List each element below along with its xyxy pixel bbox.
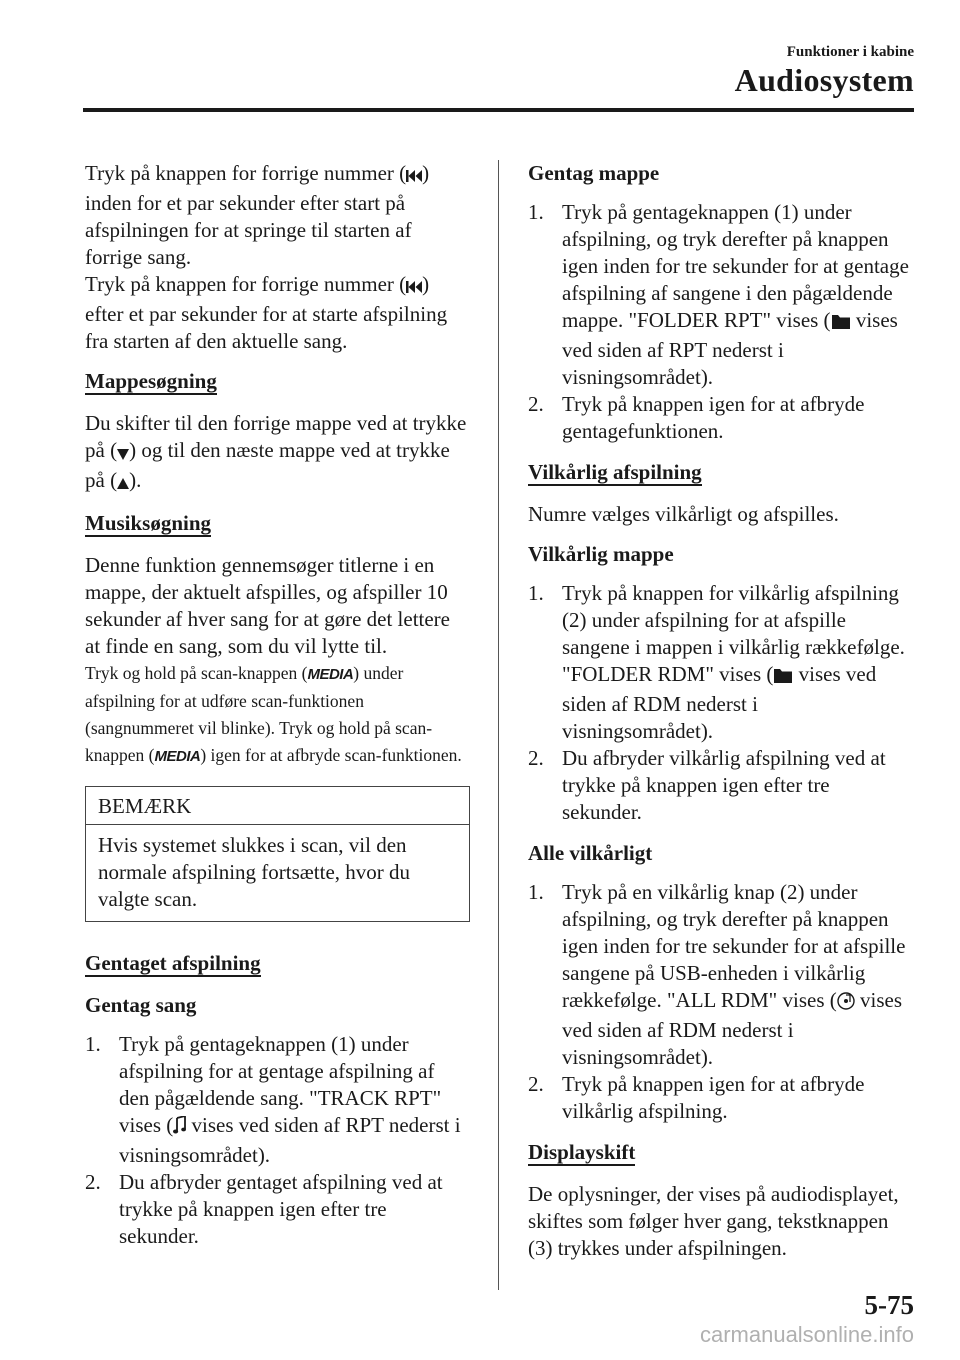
up-triangle-icon <box>117 470 129 497</box>
musik-paragraph: Denne funktion gennemsøger titlerne i en mappe, der aktuelt afspilles, og afspiller 10 sekunder af hver sang for at gøre det lettere at finde en sang, som du vil lytte til. <box>85 553 450 658</box>
page-title: Audiosystem <box>734 62 914 98</box>
note-body: Hvis systemet slukkes i scan, vil den normale afspilning fortsætte, hvor du valgte scan. <box>98 833 411 911</box>
down-triangle-icon <box>117 440 129 467</box>
music-note-icon <box>173 1115 186 1142</box>
list-item: 1. Tryk på gentageknappen (1) under afspilning, og tryk derefter på knappen igen inden for tre sekunder for at gentage afspilning af sangene i den pågældende mappe. "FOLDER RPT" vises ( vises ved siden af RPT nederst i visningsområdet). <box>528 200 909 389</box>
list-item: 2. Du afbryder gentaget afspilning ved at trykke på knappen igen efter tre sekunder. <box>85 1170 443 1248</box>
list-item: 1. Tryk på gentageknappen (1) under afspilning for at gentage afspilning af den pågældende sang. "TRACK RPT" vises ( vises ved siden af RPT nederst i visningsområdet). <box>85 1032 461 1167</box>
column-divider <box>498 160 499 1290</box>
heading-alle-vilkarligt: Alle vilkårligt <box>528 841 653 865</box>
heading-mappesogning: Mappesøgning <box>85 369 217 393</box>
heading-gentag-mappe: Gentag mappe <box>528 161 660 185</box>
media-button-icon: MEDIA <box>307 666 354 683</box>
disc-icon <box>837 990 855 1017</box>
mappe-paragraph: Du skifter til den forrige mappe ved at trykke på ( ) og til den næste mappe ved at trykke på ( ). <box>85 410 470 497</box>
heading-gentaget-afspilning: Gentaget afspilning <box>85 951 261 975</box>
media-button-icon: MEDIA <box>154 748 201 765</box>
note-box <box>85 786 470 922</box>
list-item: 2. Tryk på knappen igen for at afbryde vilkårlig afspilning. <box>528 1072 865 1123</box>
heading-gentag-sang: Gentag sang <box>85 993 197 1017</box>
list-item: 2. Tryk på knappen igen for at afbryde gentagefunktionen. <box>528 392 865 443</box>
right-column <box>528 160 913 1262</box>
note-title: BEMÆRK <box>86 787 469 825</box>
previous-track-icon <box>406 163 422 190</box>
folder-icon <box>773 664 793 691</box>
folder-icon <box>831 310 851 337</box>
left-column <box>85 160 470 1264</box>
displayskift-paragraph: De oplysninger, der vises på audiodisplayet, skiftes som følger hver gang, tekstknappen (3) trykkes under afspilningen. <box>528 1182 899 1260</box>
gentag-sang-list <box>85 1031 470 1250</box>
musik-scan-paragraph: Tryk og hold på scan-knappen (MEDIA) under afspilning for at udføre scan-funktionen (sangnummeret vil blinke). Tryk og hold på scan-knappen (MEDIA) igen for at afbryde scan-funktionen. <box>85 660 470 770</box>
heading-vilkarlig-mappe: Vilkårlig mappe <box>528 542 674 566</box>
gentag-mappe-list <box>528 199 913 445</box>
heading-vilkarlig-afspilning: Vilkårlig afspilning <box>528 460 702 484</box>
list-item: 1. Tryk på en vilkårlig knap (2) under afspilning, og tryk derefter på knappen igen inden for tre sekunder for at afspille sangene på USB-enheden i vilkårlig rækkefølge. "ALL RDM" vises ( vises ved siden af RDM nederst i visningsområdet). <box>528 880 906 1069</box>
header-rule <box>83 108 914 112</box>
watermark: carmanualsonline.info <box>699 1322 914 1347</box>
list-item: 1. Tryk på knappen for vilkårlig afspilning (2) under afspilning for at afspille sangene i mappen i vilkårlig rækkefølge. "FOLDER RDM" vises ( vises ved siden af RDM nederst i visningsområdet). <box>528 581 905 743</box>
prev-track-paragraph-1: Tryk på knappen for forrige nummer ( ) inden for et par sekunder efter start på afspilningen for at springe til starten af forrige sang. <box>85 161 430 269</box>
list-item: 2. Du afbryder vilkårlig afspilning ved at trykke på knappen igen efter tre sekunder. <box>528 746 886 824</box>
vilkarlig-mappe-list <box>528 580 913 826</box>
previous-track-icon <box>406 274 422 301</box>
vilkarlig-paragraph: Numre vælges vilkårligt og afspilles. <box>528 502 839 526</box>
heading-musiksogning: Musiksøgning <box>85 511 212 535</box>
prev-track-paragraph-2: Tryk på knappen for forrige nummer ( ) efter et par sekunder for at starte afspilning fra starten af den aktuelle sang. <box>85 272 448 353</box>
alle-vilkarligt-list <box>528 879 913 1125</box>
page-number: 5-75 <box>864 1290 914 1320</box>
header-section: Funktioner i kabine <box>786 44 914 60</box>
heading-displayskift: Displayskift <box>528 1140 636 1164</box>
